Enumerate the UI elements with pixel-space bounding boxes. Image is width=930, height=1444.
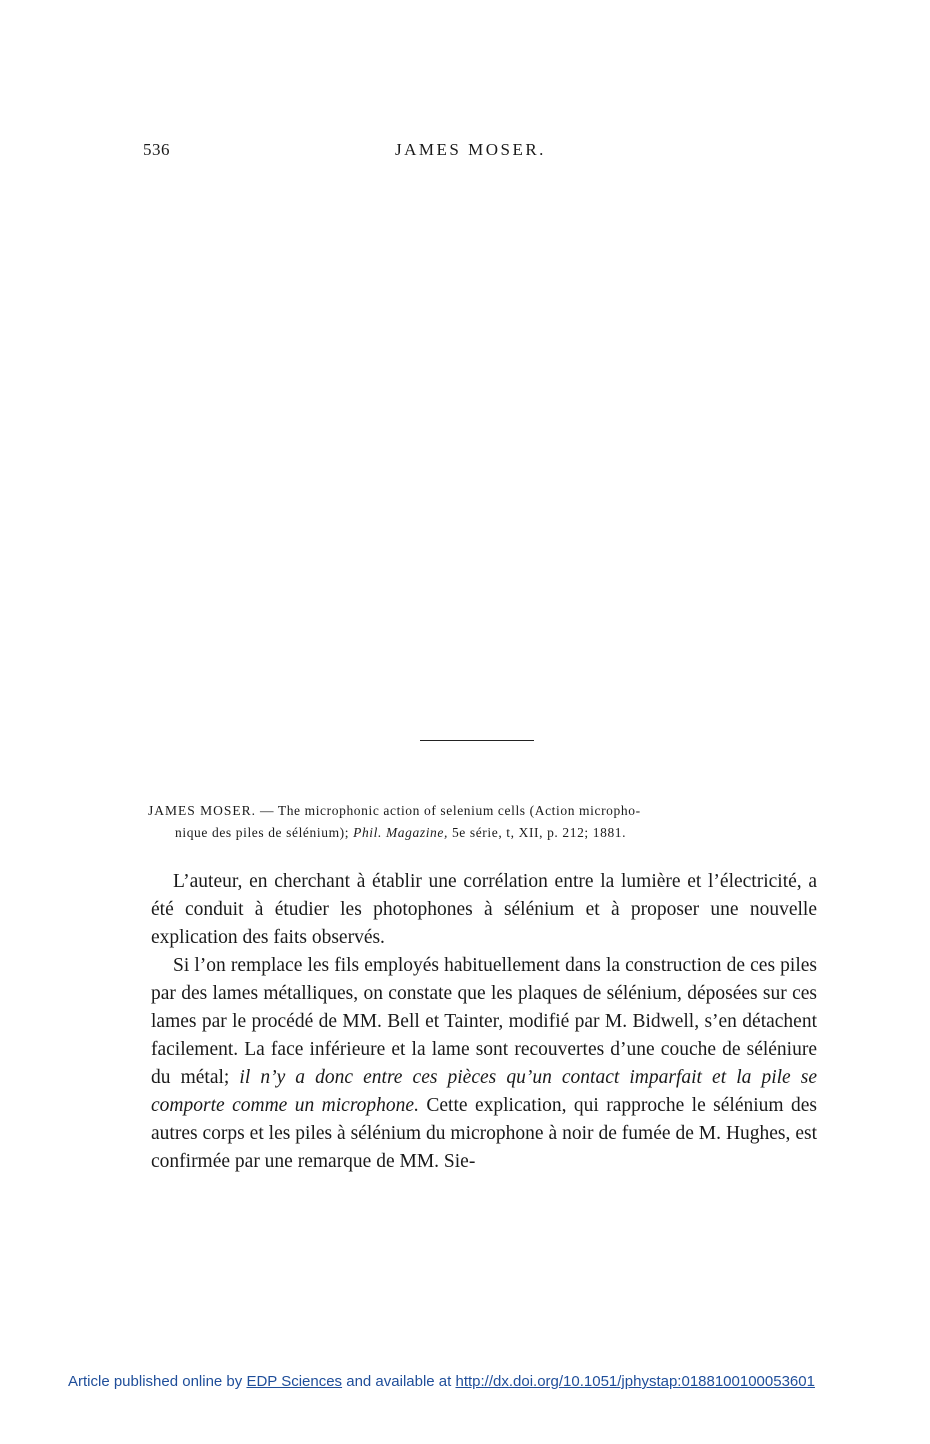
paragraph-2-italic: il n’y a donc entre ces pièces qu’un contact imparfait et la pile se comporte comme un microphone. (151, 1067, 818, 1116)
section-separator (420, 740, 534, 741)
paragraph-2-start: Si l’on remplace les fils employés habituellement dans la construction de ces piles par des lames métalliques, on constate que les plaques de sélénium, déposées sur ces lames par le procédé de MM. Bell et Tainter, modifié par M. Bidwell, s’en détachent facilement. La face inférieure et la lame sont recouvertes d’une couche de séléniure du métal; (151, 955, 817, 1088)
running-title: JAMES MOSER. (395, 140, 546, 159)
footer-prefix: Article published online by (68, 1373, 247, 1390)
bibliographic-reference (148, 800, 820, 844)
reference-line-2 (148, 822, 820, 844)
reference-dash: — (256, 803, 278, 818)
doi-link[interactable]: http://dx.doi.org/10.1051/jphystap:0188100100053601 (455, 1373, 815, 1390)
reference-title-line2: nique des piles de sélénium); (175, 825, 354, 840)
reference-citation: 5e série, t, XII, p. 212; 1881. (447, 825, 627, 840)
reference-author: JAMES MOSER. (148, 803, 257, 818)
publication-footer (68, 1373, 815, 1390)
publisher-link[interactable]: EDP Sciences (246, 1373, 343, 1390)
paragraph-2 (151, 952, 817, 1176)
paragraph-2-end: Cette explication, qui rapproche le sélénium des autres corps et les piles à sélénium du microphone à noir de fumée de M. Hughes, est confirmée par une remarque de MM. Sie- (151, 1095, 817, 1172)
paragraph-1: L’auteur, en cherchant à établir une corrélation entre la lumière et l’électricité, a été conduit à étudier les photophones à sélénium et à proposer une nouvelle explication des faits observés. (151, 871, 817, 948)
footer-middle: and available at (342, 1373, 456, 1390)
article-body (151, 868, 817, 1176)
reference-title-line1: The microphonic action of selenium cells (Action micropho- (277, 803, 641, 818)
page-number: 536 (143, 140, 170, 159)
reference-journal: Phil. Magazine, (353, 825, 448, 840)
